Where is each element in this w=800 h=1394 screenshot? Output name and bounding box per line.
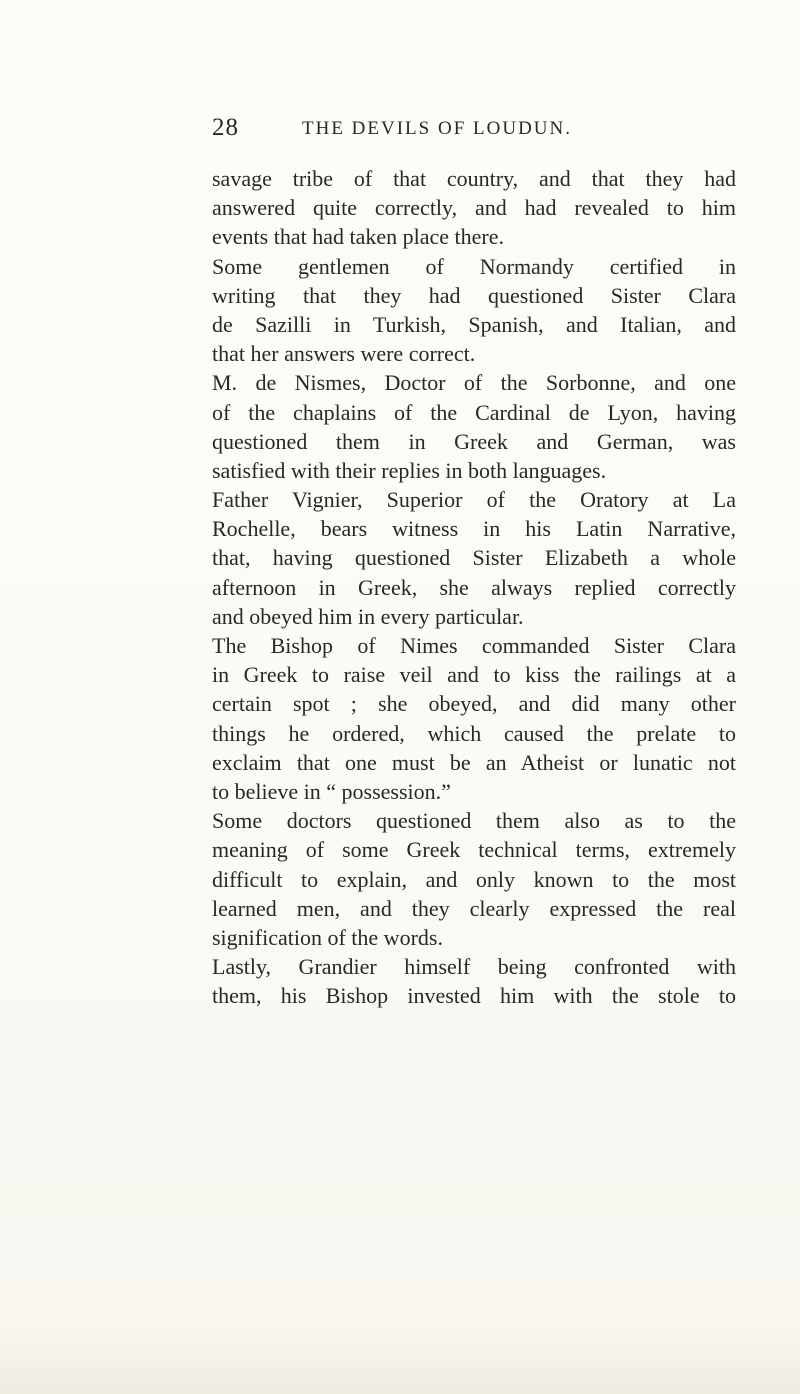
text-line: things he ordered, which caused the prelate to xyxy=(212,720,736,746)
text-line: The Bishop of Nimes commanded Sister Clara xyxy=(212,633,736,658)
text-line: questioned them in Greek and German, was xyxy=(212,428,736,454)
text-line: events that had taken place there. xyxy=(212,224,504,250)
text-line: M. de Nismes, Doctor of the Sorbonne, and one xyxy=(212,370,736,396)
text-line: meaning of some Greek technical terms, extremely xyxy=(212,837,736,863)
text-line: and obeyed him in every particular. xyxy=(212,603,524,629)
text-line: to believe in “ possession.” xyxy=(212,778,451,804)
text-line: exclaim that one must be an Atheist or lunatic not xyxy=(212,749,736,775)
text-line: that, having questioned Sister Elizabeth a whole xyxy=(212,545,736,571)
text-line: signification of the words. xyxy=(212,924,443,950)
text-line: Some doctors questioned them also as to the xyxy=(212,808,736,834)
text-line: difficult to explain, and only known to the most xyxy=(212,866,736,892)
text-line: in Greek to raise veil and to kiss the railings at a xyxy=(212,662,736,688)
page-edge-shading xyxy=(0,1334,800,1394)
text-line: answered quite correctly, and had revealed to him xyxy=(212,195,736,221)
text-line: learned men, and they clearly expressed the real xyxy=(212,895,736,921)
body-text xyxy=(212,164,736,1010)
text-line: de Sazilli in Turkish, Spanish, and Italian, and xyxy=(212,311,736,337)
text-line: savage tribe of that country, and that they had xyxy=(212,166,736,191)
text-line: Rochelle, bears witness in his Latin Narrative, xyxy=(212,516,736,542)
text-line: writing that they had questioned Sister Clara xyxy=(212,282,736,308)
text-line: satisfied with their replies in both languages. xyxy=(212,457,607,483)
page-number: 28 xyxy=(212,114,239,141)
text-line: Lastly, Grandier himself being confronted with xyxy=(212,954,736,980)
text-line: Some gentlemen of Normandy certified in xyxy=(212,253,736,279)
text-line: Father Vignier, Superior of the Oratory at La xyxy=(212,487,736,513)
text-line: afternoon in Greek, she always replied correctly xyxy=(212,574,736,600)
text-line: that her answers were correct. xyxy=(212,341,476,367)
text-line: them, his Bishop invested him with the stole to xyxy=(212,983,736,1009)
text-line: of the chaplains of the Cardinal de Lyon, having xyxy=(212,399,736,425)
running-title: THE DEVILS OF LOUDUN. xyxy=(302,118,572,139)
text-line: certain spot ; she obeyed, and did many other xyxy=(212,691,736,717)
running-head xyxy=(212,114,732,148)
